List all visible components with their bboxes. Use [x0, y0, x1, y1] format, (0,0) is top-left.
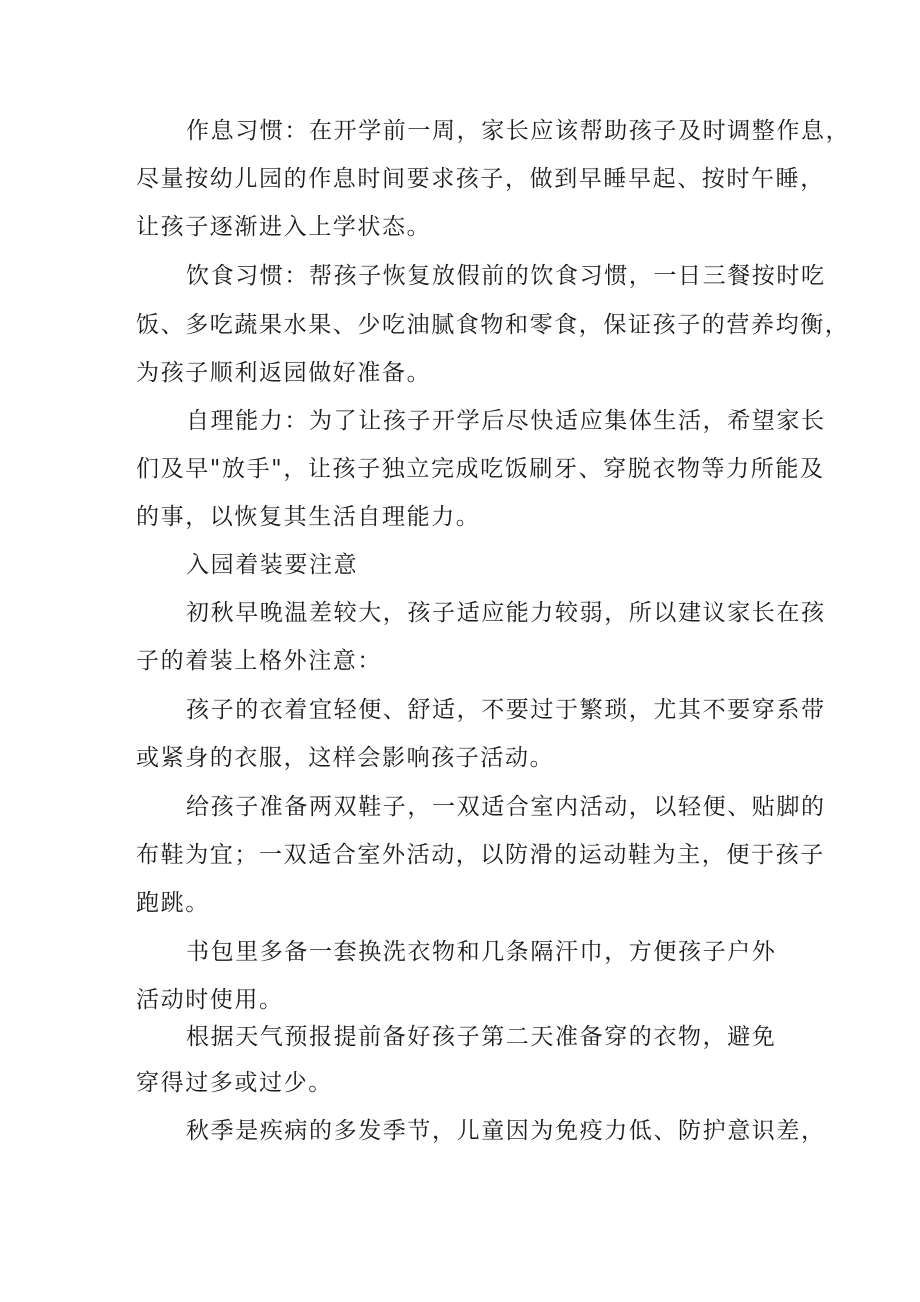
text-line: 让孩子逐渐进入上学状态。	[136, 214, 432, 240]
text-line: 的事，以恢复其生活自理能力。	[136, 504, 481, 530]
text-line: 根据天气预报提前备好孩子第二天准备穿的衣物，避免	[186, 1024, 777, 1050]
text-line: 饮食习惯：帮孩子恢复放假前的饮食习惯，一日三餐按时吃	[186, 263, 826, 289]
text-line: 或紧身的衣服，这样会影响孩子活动。	[136, 745, 555, 771]
text-line: 作息习惯：在开学前一周，家长应该帮助孩子及时调整作息，	[186, 118, 851, 144]
text-line: 秋季是疾病的多发季节，儿童因为免疫力低、防护意识差，	[186, 1118, 826, 1144]
text-line: 布鞋为宜；一双适合室外活动，以防滑的运动鞋为主，便于孩子	[136, 842, 825, 868]
text-line: 饭、多吃蔬果水果、少吃油腻食物和零食，保证孩子的营养均衡，	[136, 312, 850, 338]
text-line: 穿得过多或过少。	[136, 1070, 333, 1096]
text-line: 活动时使用。	[136, 987, 284, 1013]
text-line: 子的着装上格外注意：	[136, 648, 382, 674]
text-line: 初秋早晚温差较大，孩子适应能力较弱，所以建议家长在孩	[186, 600, 826, 626]
text-line: 们及早"放手"，让孩子独立完成吃饭刷牙、穿脱衣物等力所能及	[136, 456, 825, 482]
text-line: 跑跳。	[136, 890, 210, 916]
section-heading: 入园着装要注意	[186, 552, 359, 578]
text-line: 自理能力：为了让孩子开学后尽快适应集体生活，希望家长	[186, 408, 826, 434]
text-line: 为孩子顺利返园做好准备。	[136, 360, 432, 386]
text-line: 孩子的衣着宜轻便、舒适，不要过于繁琐，尤其不要穿系带	[186, 697, 826, 723]
text-line: 书包里多备一套换洗衣物和几条隔汗巾，方便孩子户外	[186, 939, 777, 965]
text-line: 尽量按幼儿园的作息时间要求孩子，做到早睡早起、按时午睡，	[136, 166, 825, 192]
text-line: 给孩子准备两双鞋子，一双适合室内活动，以轻便、贴脚的	[186, 794, 826, 820]
